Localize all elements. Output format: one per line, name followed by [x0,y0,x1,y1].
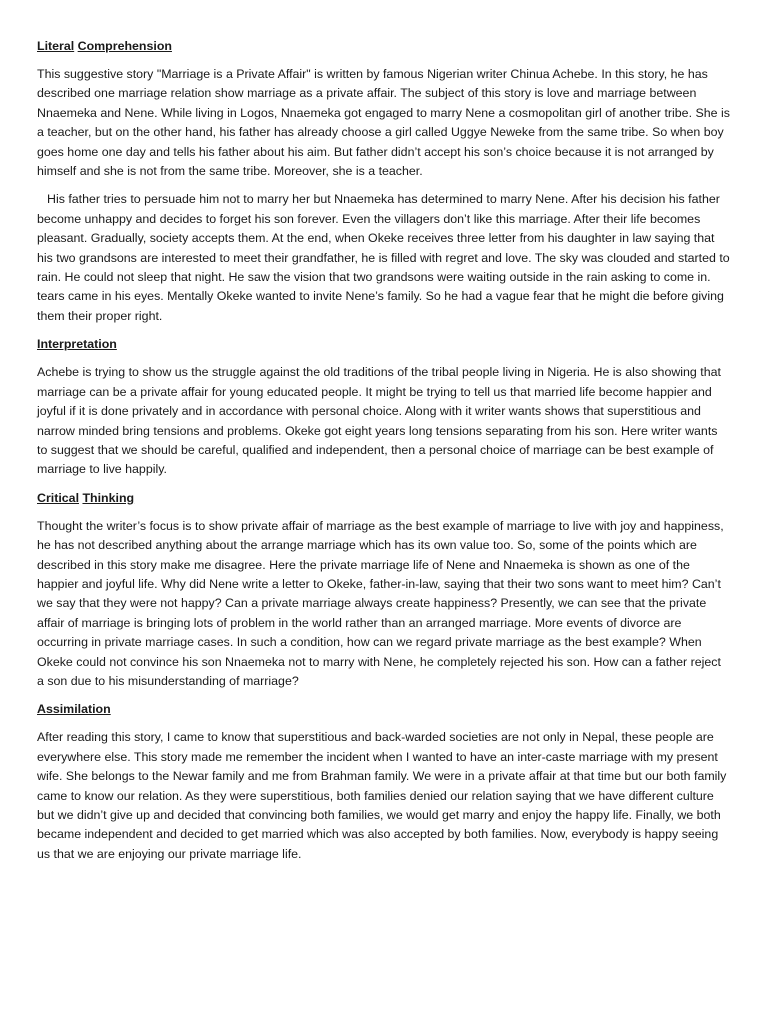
heading-word: Literal [37,39,75,53]
heading-word: Assimilation [37,702,111,717]
heading-word: Interpretation [37,337,117,352]
heading-word: Critical [37,490,80,505]
paragraph: Achebe is trying to show us the struggle against the old traditions of the tribal people living in Nigeria. He is also showing that marriage can be a private affair for young educated people. It might be trying to tell us that married life become happier and joyful if it is done privately and in accordance with personal choice. Along with it writer wants shows that superstitious and narrow minded bring tensions and problems. Okeke got eight years long tensions separating from his son. Here writer wants to suggest that we should be careful, qualified and independent, then a personal choice of marriage can be best example of marriage to live happily. [37,365,721,477]
paragraph: After reading this story, I came to know that superstitious and back-warded societies are not only in Nepal, these people are everywhere else. This story made me remember the incident when I wanted to have an inter-caste marriage with my present wife. She belongs to the Newar family and me from Brahman family. We were in a private affair at that time but our both family came to know our relation. As they were superstitious, both families denied our relation saying that we have different culture but we didn’t give up and decided that convincing both families, we would get marry and enjoy the happy life. Finally, we both became independent and decided to get married which was also accepted by both families. Now, everybody is happy seeing us that we are enjoying our private marriage life. [37,730,727,861]
heading-interpretation [37,335,731,354]
heading-word: Comprehension [77,39,172,53]
paragraph: Thought the writer’s focus is to show private affair of marriage as the best example of marriage to live with joy and happiness, he has not described anything about the arrange marriage which has its own value too. So, some of the points which are described in this story make me disagree. Here the private marriage life of Nene and Nnaemeka is shown as one of the happier and joyful life. Why did Nene write a letter to Okeke, father-in-law, saying that their two sons want to meet him? Can’t we say that they were not happy? Can a private marriage always create happiness? Presently, we can see that the private affair of marriage is bringing lots of problem in the world rather than an arranged marriage. More events of divorce are occurring in private marriage cases. In such a condition, how can we regard private marriage as the best example? When Okeke could not convince his son Nnaemeka not to marry with Nene, he completely rejected his son. How can a father reject a son due to his misunderstanding of marriage? [37,518,724,688]
paragraph: His father tries to persuade him not to marry her but Nnaemeka has determined to marry Nene. After his decision his father become unhappy and decides to forget his son forever. Even the villagers don’t like this marriage. After their life becomes pleasant. Gradually, society accepts them. At the end, when Okeke receives three letter from his daughter in law saying that his two grandsons are interested to meet their grandfather, he is filled with regret and love. The sky was clouded and started to rain. He could not sleep that night. He saw the vision that two grandsons were waiting outside in the rain asking to come in. tears came in his eyes. Mentally Okeke wanted to invite Nene’s family. So he had a vague fear that he might die before giving them their proper right. [37,192,730,323]
heading-critical-thinking [37,489,731,508]
heading-assimilation [37,700,731,719]
document-page [37,37,731,873]
paragraph: This suggestive story "Marriage is a Private Affair" is written by famous Nigerian writer Chinua Achebe. In this story, he has described one marriage relation show marriage as a private affair. The subject of this story is love and marriage between Nnaemeka and Nene. While living in Logos, Nnaemeka got engaged to marry Nene a cosmopolitan girl of another tribe. She is a teacher, but on the other hand, his father has already choose a girl called Uggye Neweke from the same tribe. So when boy goes home one day and tells his father about his aim. But father didn’t accept his son’s choice because it is not arranged by himself and she is not from the same tribe. Moreover, she is a teacher. [37,67,730,179]
heading-word: Thinking [82,490,135,505]
heading-literal-comprehension [37,37,731,56]
